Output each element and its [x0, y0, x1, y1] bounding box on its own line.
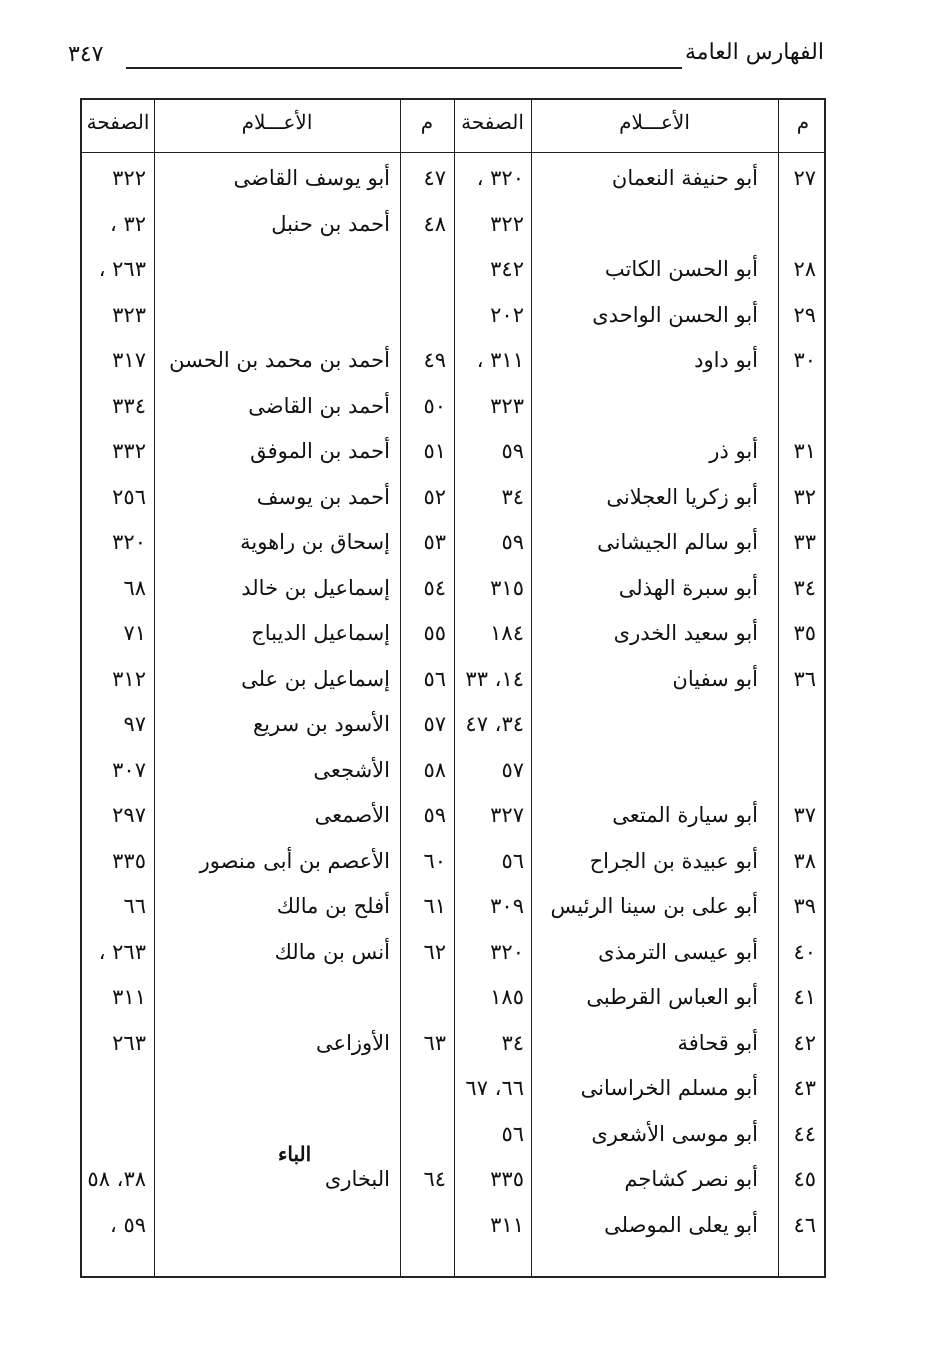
- entry-page: ٥٦: [501, 1121, 524, 1146]
- entry-m: ٤٥: [793, 1167, 816, 1191]
- entry-name: أبو مسلم الخراسانى: [580, 1076, 758, 1100]
- entry-m: ٣٢: [793, 484, 816, 509]
- entry-m: ٥٨: [423, 757, 446, 782]
- header-rule: [126, 67, 682, 69]
- entry-page: ٦٨: [123, 575, 146, 600]
- entry-m: ٥٢: [423, 484, 446, 509]
- entry-m: ٥٩: [423, 803, 446, 827]
- entry-name: أبو ذر: [709, 439, 758, 463]
- entry-m: ٤٨: [423, 211, 446, 236]
- entry-name: أبو عبيدة بن الجراح: [589, 848, 758, 873]
- running-title: الفهارس العامة: [685, 40, 824, 65]
- entry-m: ٣٣: [793, 530, 816, 554]
- entry-name: الأصمعى: [314, 803, 390, 827]
- entry-page: ٩٧: [123, 712, 146, 736]
- entry-name: أبو نصر كشاجم: [624, 1167, 758, 1191]
- entry-m: ٥٦: [423, 666, 446, 691]
- entry-page: ٣٢ ،: [109, 211, 146, 236]
- entry-name: أحمد بن محمد بن الحسن: [169, 348, 390, 372]
- entry-name: أبو داود: [694, 348, 758, 372]
- table-row: [82, 1167, 824, 1211]
- entry-page: ١٤، ٣٣: [465, 666, 524, 691]
- entry-page: ٣١١ ،: [476, 348, 524, 372]
- entry-page: ٣٤: [501, 484, 524, 509]
- entry-m: ٤٧: [423, 166, 446, 190]
- table-row: [82, 667, 824, 711]
- entry-page: ٣٠٩: [490, 894, 524, 918]
- entry-name: أبو عيسى الترمذى: [598, 939, 758, 964]
- entry-name: أبو سعيد الخدرى: [613, 621, 758, 645]
- left-page-header: الصفحة: [86, 110, 150, 134]
- header-rule-line: [82, 152, 824, 153]
- right-name-header: الأعـــلام: [619, 110, 690, 134]
- table-row: [82, 1031, 824, 1075]
- table-row: [82, 439, 824, 483]
- entry-name: أبو سفيان: [672, 666, 758, 691]
- entry-m: ٦٠: [423, 848, 446, 873]
- entry-page: ٣١٥: [490, 575, 524, 600]
- entry-m: ٤٣: [793, 1076, 816, 1100]
- entry-page: ٢٦٣: [112, 1030, 146, 1055]
- entry-page: ٣١١: [490, 1212, 524, 1237]
- entry-name: البخارى: [324, 1167, 390, 1191]
- table-row: [82, 394, 824, 438]
- entry-name: أبو موسى الأشعرى: [591, 1121, 758, 1146]
- table-row: [82, 166, 824, 210]
- entry-page: ١٨٤: [490, 621, 524, 645]
- entry-name: أبو يعلى الموصلى: [604, 1212, 758, 1237]
- entry-page: ٣٣٢: [112, 439, 146, 463]
- entry-m: ٣٥: [793, 621, 816, 645]
- entry-m: ٦٣: [423, 1030, 446, 1055]
- page-number: ٣٤٧: [68, 42, 104, 67]
- entry-m: ٤٢: [793, 1030, 816, 1055]
- entry-m: ٥٧: [423, 712, 446, 736]
- entry-page: ٥٧: [501, 757, 524, 782]
- index-table: [80, 98, 826, 1278]
- table-row: [82, 1076, 824, 1120]
- entry-page: ٣٣٥: [112, 848, 146, 873]
- entry-m: ٥٥: [423, 621, 446, 645]
- table-row: [82, 348, 824, 392]
- entry-page: ٦٦: [123, 894, 146, 918]
- entry-m: ٤١: [793, 985, 816, 1009]
- entry-name: أبو العباس القرطبى: [586, 985, 758, 1009]
- entry-name: أحمد بن حنبل: [271, 211, 390, 236]
- entry-name: الأوزاعى: [316, 1030, 390, 1055]
- entry-name: الأعصم بن أبى منصور: [199, 848, 390, 873]
- entry-page: ٣٨، ٥٨: [87, 1167, 146, 1191]
- entry-name: إسماعيل الديباج: [251, 621, 390, 645]
- entry-page: ٣٢٠: [490, 939, 524, 964]
- entry-page: ٣٢٠: [112, 530, 146, 554]
- left-m-header: م: [420, 110, 434, 134]
- table-row: [82, 803, 824, 847]
- entry-page: ٢٦٣ ،: [98, 257, 146, 281]
- left-name-header: الأعـــلام: [241, 110, 313, 134]
- entry-m: ٦١: [423, 894, 446, 918]
- entry-m: ٤٤: [793, 1121, 816, 1146]
- entry-page: ٥٩: [501, 439, 524, 463]
- entry-page: ٢٦٣ ،: [98, 939, 146, 964]
- table-row: [82, 576, 824, 620]
- entry-name: الأشجعى: [313, 757, 390, 782]
- table-row: [82, 758, 824, 802]
- entry-page: ٣٣٥: [490, 1167, 524, 1191]
- table-row: [82, 894, 824, 938]
- entry-m: ٦٢: [423, 939, 446, 964]
- table-row: [82, 485, 824, 529]
- entry-name: أبو قحافة: [677, 1030, 758, 1055]
- entry-page: ٥٩ ،: [109, 1212, 146, 1237]
- entry-name: أحمد بن يوسف: [256, 484, 390, 509]
- entry-m: ٥٠: [423, 393, 446, 418]
- entry-m: ٤٦: [793, 1212, 816, 1237]
- table-row: [82, 212, 824, 256]
- table-row: [82, 621, 824, 665]
- entry-page: ٢٠٢: [490, 302, 524, 327]
- right-m-header: م: [796, 110, 810, 134]
- entry-m: ٣٦: [793, 666, 816, 691]
- entry-m: ٣١: [793, 439, 816, 463]
- entry-m: ٢٩: [793, 302, 816, 327]
- entry-page: ٧١: [123, 621, 146, 645]
- entry-page: ٣٢٠ ،: [476, 166, 524, 190]
- entry-name: أبو الحسن الواحدى: [592, 302, 758, 327]
- entry-m: ٢٨: [793, 257, 816, 281]
- entry-name: أبو حنيفة النعمان: [611, 166, 758, 190]
- table-row: [82, 1122, 824, 1166]
- entry-page: ٣٢٧: [490, 803, 524, 827]
- entry-page: ٣٢٣: [112, 302, 146, 327]
- entry-name: أبو سيارة المتعى: [612, 803, 758, 827]
- entry-m: ٥١: [423, 439, 446, 463]
- entry-name: أبو سالم الجيشانى: [597, 530, 758, 554]
- section-heading-baa: الباء: [278, 1142, 312, 1166]
- table-row: [82, 712, 824, 756]
- entry-page: ٣٢٣: [490, 393, 524, 418]
- entry-name: أحمد بن القاضى: [248, 393, 390, 418]
- table-row: [82, 849, 824, 893]
- table-row: [82, 985, 824, 1029]
- entry-name: الأسود بن سريع: [253, 712, 390, 736]
- table-row: [82, 1213, 824, 1257]
- entry-page: ١٨٥: [490, 985, 524, 1009]
- entry-page: ٥٩: [501, 530, 524, 554]
- entry-page: ٣٤٢: [490, 257, 524, 281]
- entry-page: ٢٥٦: [112, 484, 146, 509]
- entry-page: ٣١٢: [112, 666, 146, 691]
- entry-page: ٣١٧: [112, 348, 146, 372]
- right-page-header: الصفحة: [461, 110, 524, 134]
- entry-name: إسماعيل بن خالد: [241, 575, 390, 600]
- entry-name: أحمد بن الموفق: [250, 439, 390, 463]
- entry-page: ٣٢٢: [490, 211, 524, 236]
- entry-name: أنس بن مالك: [274, 939, 390, 964]
- entry-m: ٥٤: [423, 575, 446, 600]
- table-row: [82, 940, 824, 984]
- table-row: [82, 530, 824, 574]
- entry-m: ٣٠: [793, 348, 816, 372]
- entry-name: أبو زكريا العجلانى: [606, 484, 758, 509]
- entry-m: ٣٧: [793, 803, 816, 827]
- entry-page: ٣٤: [501, 1030, 524, 1055]
- entry-name: أبو الحسن الكاتب: [604, 257, 758, 281]
- entry-name: أفلح بن مالك: [276, 894, 390, 918]
- page-header: [64, 40, 828, 80]
- entry-page: ٥٦: [501, 848, 524, 873]
- table-row: [82, 257, 824, 301]
- entry-page: ٣١١: [112, 985, 146, 1009]
- entry-name: أبو سبرة الهذلى: [618, 575, 758, 600]
- entry-m: ٥٣: [423, 530, 446, 554]
- entry-m: ٤٠: [793, 939, 816, 964]
- entry-page: ٣٣٤: [112, 393, 146, 418]
- entry-m: ٦٤: [423, 1167, 446, 1191]
- entry-page: ٣٠٧: [112, 757, 146, 782]
- entry-m: ٤٩: [423, 348, 446, 372]
- table-row: [82, 303, 824, 347]
- entry-name: إسحاق بن راهوية: [240, 530, 390, 554]
- entry-m: ٢٧: [793, 166, 816, 190]
- entry-page: ٦٦، ٦٧: [465, 1076, 524, 1100]
- entry-name: إسماعيل بن على: [241, 666, 390, 691]
- entry-m: ٣٩: [793, 894, 816, 918]
- entry-m: ٣٤: [793, 575, 816, 600]
- entry-page: ٣٢٢: [112, 166, 146, 190]
- entry-name: أبو يوسف القاضى: [233, 166, 390, 190]
- entry-page: ٣٤، ٤٧: [465, 712, 524, 736]
- entry-page: ٢٩٧: [112, 803, 146, 827]
- entry-m: ٣٨: [793, 848, 816, 873]
- entry-name: أبو على بن سينا الرئيس: [550, 894, 758, 918]
